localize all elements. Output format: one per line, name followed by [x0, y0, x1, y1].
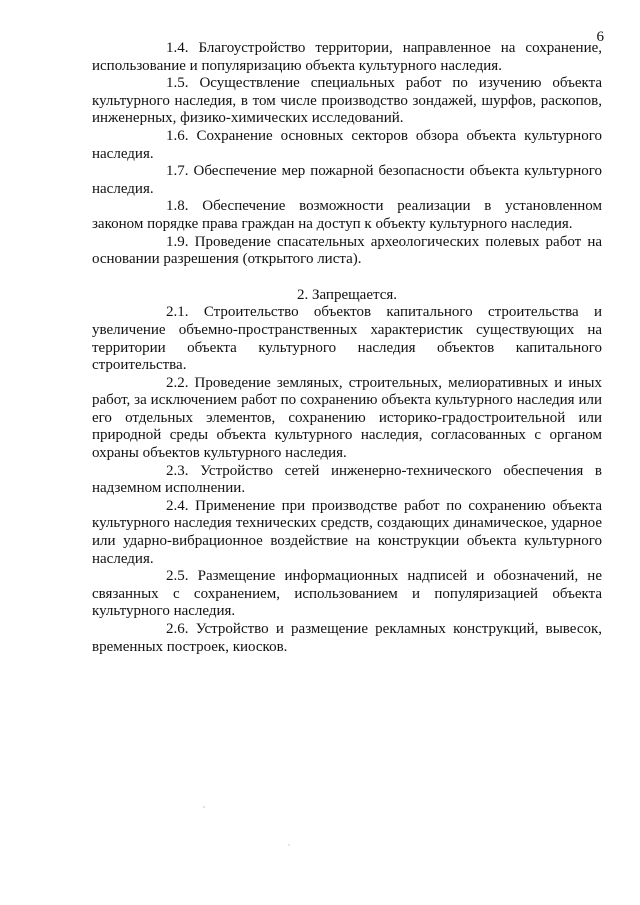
item-number: 2.6.	[166, 621, 189, 637]
item-text: Проведение земляных, строительных, мелиоративных и иных работ, за исключением работ по сохранению объекта культурного наследия или его отдельных элементов, сохранению историко-градостроительной или природной среды объекта культурного наследия, согласованных с органом охраны объектов культурного наследия.	[92, 374, 603, 462]
list-item	[92, 463, 602, 498]
item-number: 1.8.	[166, 198, 189, 215]
item-text: Устройство и размещение рекламных конструкций, вывесок, временных построек, киосков.	[92, 621, 603, 655]
item-text: Строительство объектов капитального строительства и увеличение объемно-пространственных характеристик существующих на территории объекта культурного наследия объектов капитального строительства.	[92, 304, 602, 374]
item-number: 2.3.	[166, 462, 189, 479]
scan-speck	[203, 806, 204, 807]
section-2-list	[92, 304, 602, 656]
item-number: 1.7.	[166, 163, 189, 180]
list-item	[92, 304, 602, 374]
item-number: 1.4.	[166, 40, 189, 56]
list-item	[92, 621, 602, 656]
list-item	[92, 498, 602, 568]
list-item	[92, 375, 602, 463]
list-item	[92, 128, 602, 163]
item-text: Устройство сетей инженерно-технического обеспечения в надземном исполнении.	[92, 462, 602, 497]
item-number: 2.4.	[166, 497, 189, 514]
item-number: 2.2.	[166, 374, 189, 391]
list-item	[92, 40, 602, 75]
document-body	[92, 40, 602, 656]
page-number: 6	[596, 29, 604, 45]
list-item	[92, 75, 602, 128]
item-number: 1.5.	[166, 75, 189, 92]
item-text: Обеспечение мер пожарной безопасности объекта культурного наследия.	[92, 163, 603, 197]
item-text: Применение при производстве работ по сохранению объекта культурного наследия технических средств, создающих динамическое, ударное или ударно-вибрационное воздействие на конструкции объекта культурного наследия.	[92, 497, 603, 567]
item-number: 1.9.	[166, 233, 189, 250]
section-1-list	[92, 40, 602, 269]
list-item	[92, 234, 602, 269]
item-number: 2.1.	[166, 304, 189, 321]
item-text: Обеспечение возможности реализации в установленном законом порядке права граждан на доступ к объекту культурного наследия.	[92, 198, 602, 232]
item-text: Проведение спасательных археологических полевых работ на основании разрешения (открытого листа).	[92, 233, 603, 268]
section-2-heading: 2. Запрещается.	[296, 286, 398, 303]
item-number: 2.5.	[166, 568, 189, 585]
scan-speck	[288, 844, 289, 845]
item-text: Размещение информационных надписей и обозначений, не связанных с сохранением, использованием и популяризацией объекта культурного наследия.	[92, 568, 602, 620]
item-text: Благоустройство территории, направленное на сохранение, использование и популяризацию объекта культурного наследия.	[92, 40, 602, 74]
list-item	[92, 198, 602, 233]
item-text: Сохранение основных секторов обзора объекта культурного наследия.	[92, 127, 602, 162]
list-item	[92, 163, 602, 198]
list-item	[92, 568, 602, 621]
item-number: 1.6.	[166, 127, 189, 144]
item-text: Осуществление специальных работ по изучению объекта культурного наследия, в том числе производство зондажей, шурфов, раскопов, инженерных, физико-химических исследований.	[92, 75, 602, 127]
